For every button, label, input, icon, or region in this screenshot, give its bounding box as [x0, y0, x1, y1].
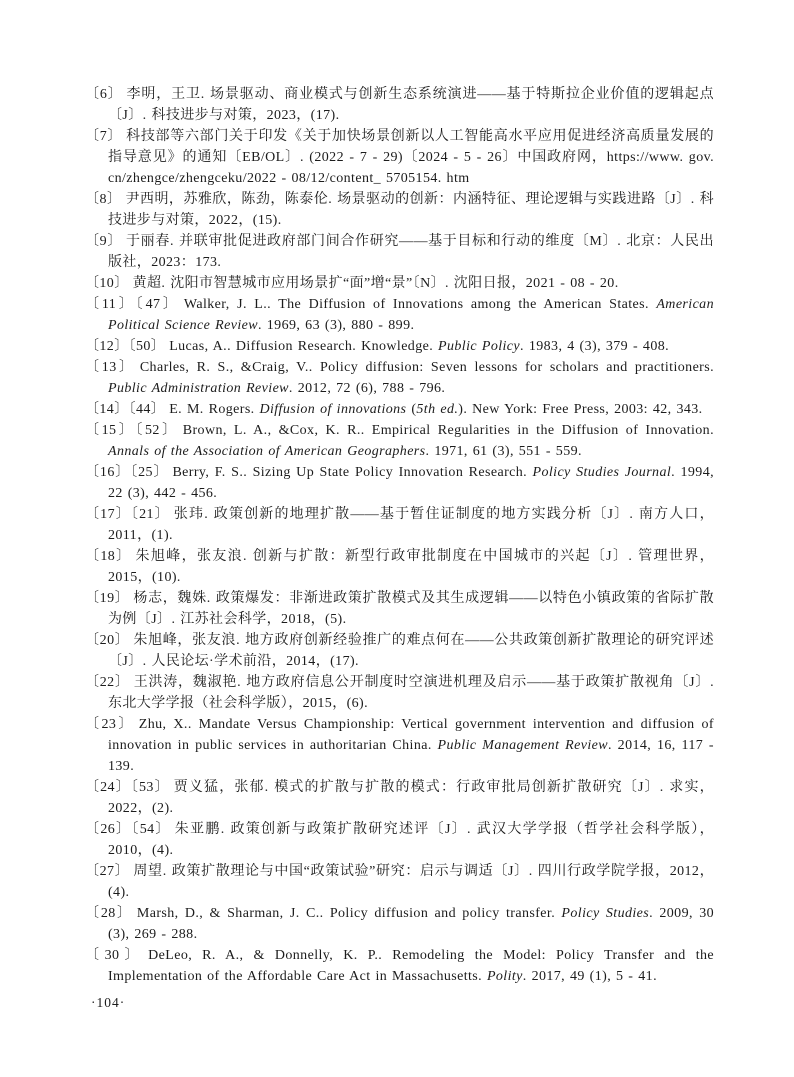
- reference-number: 〔14〕〔44〕: [85, 402, 166, 417]
- reference-item: [85, 504, 714, 546]
- reference-number: 〔15〕〔52〕: [85, 423, 179, 438]
- reference-item: [85, 273, 714, 294]
- reference-number: 〔17〕〔21〕: [85, 507, 170, 522]
- reference-text: 杨志，魏姝. 政策爆发：非渐进政策扩散模式及其生成逻辑——以特色小镇政策的省际扩散为例〔J〕. 江苏社会科学，2018，(5).: [108, 591, 714, 627]
- reference-text: Marsh, D., & Sharman, J. C.. Policy diffusion and policy transfer.: [136, 906, 562, 921]
- reference-item: [85, 903, 714, 945]
- reference-text: Brown, L. A., &Cox, K. R.. Empirical Regularities in the Diffusion of Innovation.: [182, 423, 714, 438]
- journal-title-italic: Public Administration Review: [108, 381, 289, 396]
- reference-item: [85, 420, 714, 462]
- reference-text: 科技部等六部门关于印发《关于加快场景创新以人工智能高水平应用促进经济高质量发展的指导意见》的通知〔EB/OL〕. (2022 - 7 - 29)〔2024 - 5 - 26〕中国政府网，https://www. gov. cn/zhengce/zhengceku/2022 - 08/12/content_ 5705154. htm: [108, 129, 715, 186]
- reference-item: [85, 819, 714, 861]
- journal-title-italic: 5th ed.: [416, 402, 459, 417]
- reference-text: 朱旭峰，张友浪. 地方政府创新经验推广的难点何在——公共政策创新扩散理论的研究评述〔J〕. 人民论坛·学术前沿，2014，(17).: [108, 633, 714, 669]
- reference-text: Walker, J. L.. The Diffusion of Innovations among the American States.: [183, 297, 657, 312]
- reference-number: 〔13〕: [85, 360, 136, 375]
- journal-title-italic: Public Management Review: [437, 738, 608, 753]
- reference-text: Charles, R. S., &Craig, V.. Policy diffusion: Seven lessons for scholars and practitioners.: [139, 360, 714, 375]
- reference-number: 〔8〕: [85, 192, 122, 207]
- journal-title-italic: Annals of the Association of American Geographers: [108, 444, 426, 459]
- journal-title-italic: Policy Studies: [561, 906, 650, 921]
- references-list: [85, 84, 714, 987]
- reference-item: [85, 714, 714, 777]
- reference-number: 〔11〕〔47〕: [85, 297, 180, 312]
- reference-number: 〔19〕: [85, 591, 130, 606]
- reference-number: 〔12〕〔50〕: [85, 339, 166, 354]
- reference-item: [85, 588, 714, 630]
- journal-title-italic: Public Policy: [438, 339, 521, 354]
- reference-number: 〔16〕〔25〕: [85, 465, 169, 480]
- reference-number: 〔22〕: [85, 675, 130, 690]
- reference-number: 〔28〕: [85, 906, 133, 921]
- reference-item: [85, 945, 714, 987]
- reference-number: 〔26〕〔54〕: [85, 822, 171, 837]
- reference-text: 贾义猛，张郁. 模式的扩散与扩散的模式：行政审批局创新扩散研究〔J〕. 求实，2022，(2).: [108, 780, 715, 816]
- reference-text: . 1994, 22 (3), 442 - 456.: [108, 465, 714, 501]
- reference-text: . 2017, 49 (1), 5 - 41.: [522, 969, 657, 984]
- reference-text: . 1983, 4 (3), 379 - 408.: [520, 339, 670, 354]
- reference-number: 〔18〕: [85, 549, 132, 564]
- reference-text: . 1971, 61 (3), 551 - 559.: [425, 444, 582, 459]
- reference-number: 〔10〕: [85, 276, 129, 291]
- reference-number: 〔7〕: [85, 129, 123, 144]
- reference-text: E. M. Rogers.: [169, 402, 260, 417]
- reference-text: 王洪涛，魏淑艳. 地方政府信息公开制度时空演进机理及启示——基于政策扩散视角〔J〕. 东北大学学报（社会科学版），2015，(6).: [108, 675, 714, 711]
- reference-text: 朱旭峰，张友浪. 创新与扩散：新型行政审批制度在中国城市的兴起〔J〕. 管理世界，2015，(10).: [108, 549, 714, 585]
- reference-item: [85, 399, 714, 420]
- reference-text: 朱亚鹏. 政策创新与政策扩散研究述评〔J〕. 武汉大学学报（哲学社会科学版），2010，(4).: [108, 822, 715, 858]
- reference-item: [85, 777, 714, 819]
- reference-item: [85, 189, 714, 231]
- reference-number: 〔6〕: [85, 87, 123, 102]
- reference-item: [85, 630, 714, 672]
- reference-text: Lucas, A.. Diffusion Research. Knowledge.: [169, 339, 439, 354]
- reference-number: 〔30〕: [85, 948, 145, 963]
- reference-number: 〔20〕: [85, 633, 130, 648]
- reference-number: 〔27〕: [85, 864, 130, 879]
- reference-text: Zhu, X.. Mandate Versus Championship: Vertical government intervention and diffusion of innovation in public services in authoritarian China.: [108, 717, 714, 753]
- reference-text: . 2014, 16, 117 - 139.: [108, 738, 714, 774]
- reference-text: 张玮. 政策创新的地理扩散——基于暂住证制度的地方实践分析〔J〕. 南方人口，2011，(1).: [108, 507, 715, 543]
- reference-item: [85, 462, 714, 504]
- reference-text: DeLeo, R. A., & Donnelly, K. P.. Remodeling the Model: Policy Transfer and the Implementation of the Affordable Care Act in Massachusetts.: [108, 948, 714, 984]
- reference-item: [85, 336, 714, 357]
- reference-item: [85, 84, 714, 126]
- journal-title-italic: Policy Studies Journal: [532, 465, 672, 480]
- reference-text: 于丽春. 并联审批促进政府部门间合作研究——基于目标和行动的维度〔M〕. 北京：人民出版社，2023：173.: [108, 234, 714, 270]
- reference-item: [85, 861, 714, 903]
- reference-text: 李明，王卫. 场景驱动、商业模式与创新生态系统演进——基于特斯拉企业价值的逻辑起点〔J〕. 科技进步与对策，2023，(17).: [108, 87, 714, 123]
- reference-item: [85, 672, 714, 714]
- journal-title-italic: Polity: [486, 969, 523, 984]
- reference-number: 〔23〕: [85, 717, 135, 732]
- reference-item: [85, 126, 714, 189]
- reference-text: . 2009, 30 (3), 269 - 288.: [108, 906, 715, 942]
- journal-title-italic: Diffusion of innovations: [259, 402, 407, 417]
- reference-text: 尹西明，苏雅欣，陈劲，陈泰伦. 场景驱动的创新：内涵特征、理论逻辑与实践进路〔J〕. 科技进步与对策，2022，(15).: [108, 192, 715, 228]
- reference-number: 〔9〕: [85, 234, 122, 249]
- reference-text: (: [406, 402, 417, 417]
- page-number: ·104·: [91, 995, 126, 1010]
- reference-number: 〔24〕〔53〕: [85, 780, 170, 795]
- reference-text: ). New York: Free Press, 2003: 42, 343.: [458, 402, 703, 417]
- reference-item: [85, 357, 714, 399]
- reference-item: [85, 231, 714, 273]
- reference-text: . 2012, 72 (6), 788 - 796.: [288, 381, 446, 396]
- reference-text: 黄超. 沈阳市智慧城市应用场景扩“面”增“景”〔N〕. 沈阳日报，2021 - 08 - 20.: [132, 276, 619, 291]
- journal-title-italic: American Political Science Review: [108, 297, 714, 333]
- reference-text: 周望. 政策扩散理论与中国“政策试验”研究：启示与调适〔J〕. 四川行政学院学报，2012，(4).: [108, 864, 714, 900]
- reference-item: [85, 294, 714, 336]
- reference-item: [85, 546, 714, 588]
- reference-text: . 1969, 63 (3), 880 - 899.: [257, 318, 415, 333]
- reference-text: Berry, F. S.. Sizing Up State Policy Innovation Research.: [172, 465, 533, 480]
